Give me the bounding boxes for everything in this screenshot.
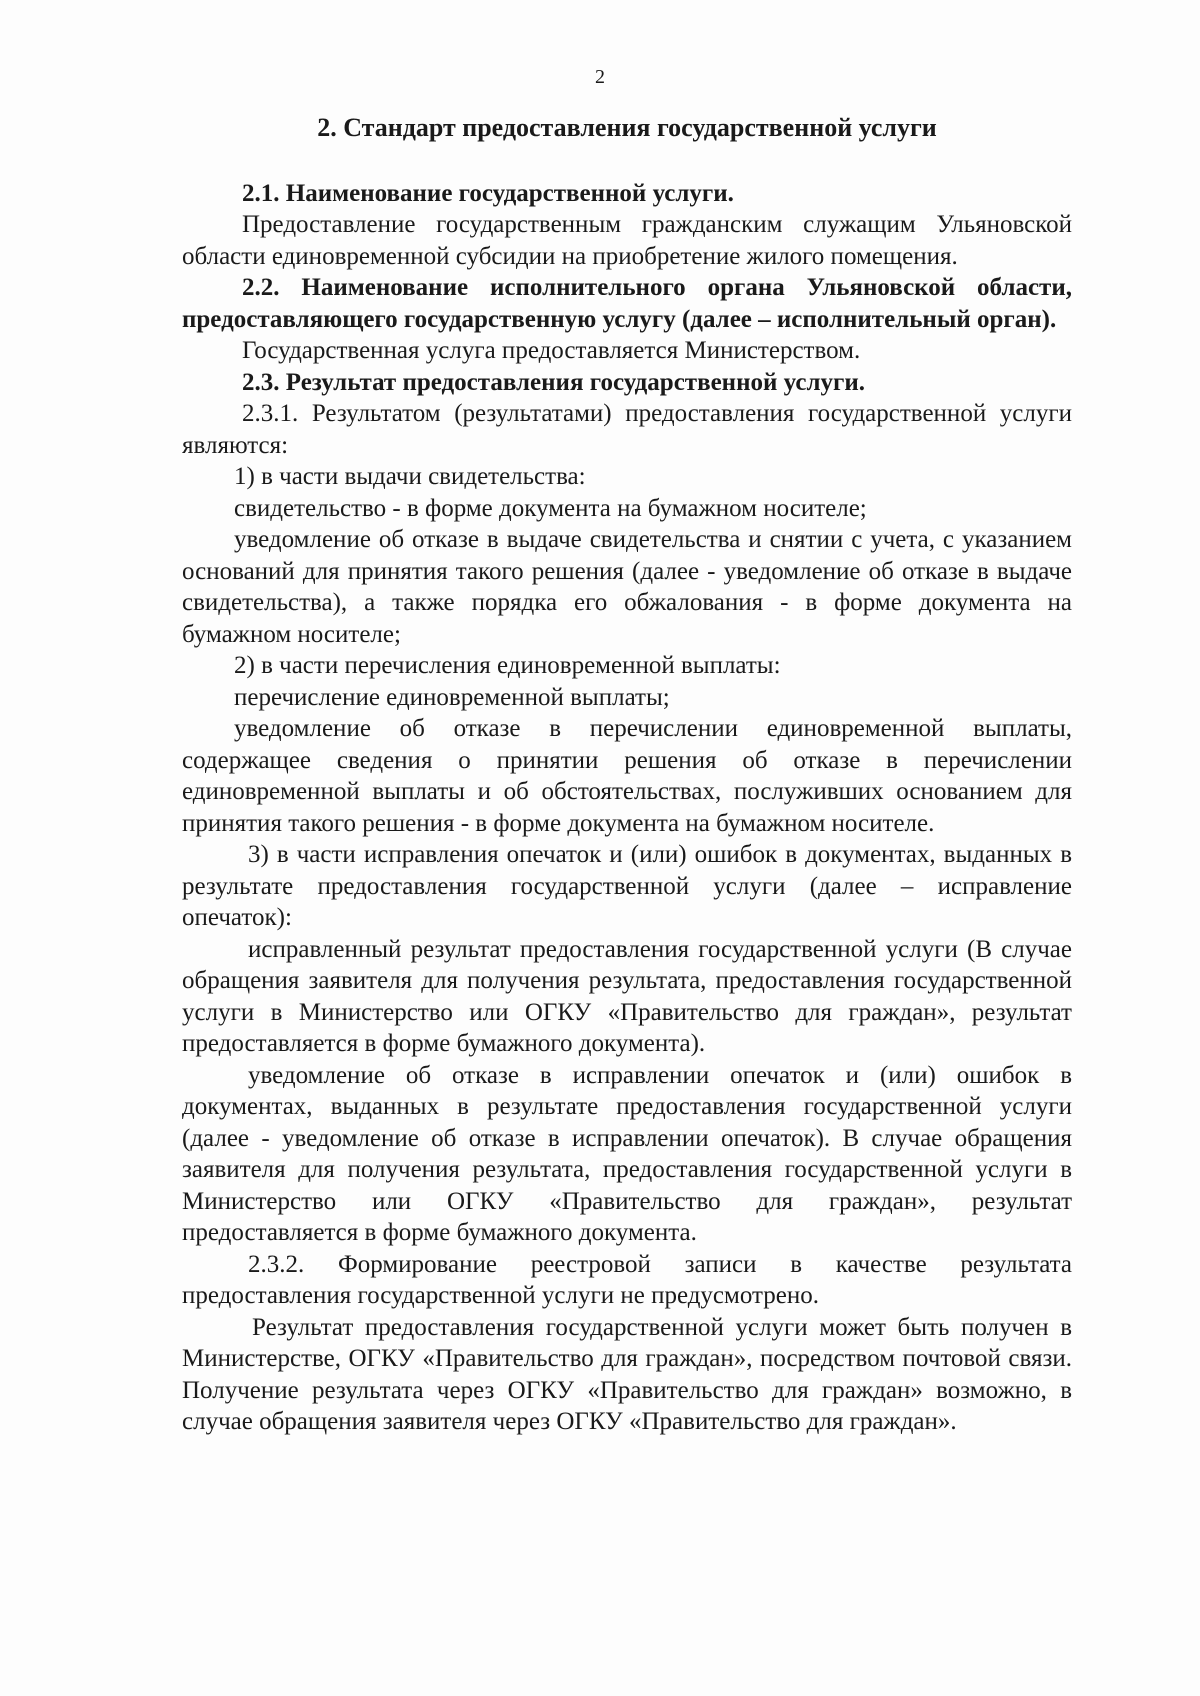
paragraph-certificate: свидетельство - в форме документа на бумажном носителе; — [234, 494, 867, 522]
paragraph-refusal-transfer: уведомление об отказе в перечислении единовременной выплаты, содержащее сведения о принятии решения об отказе в перечислении единовременной выплаты и об обстоятельствах, послуживших основанием для принятия такого решения - в форме документа на бумажном носителе. — [182, 715, 1072, 837]
paragraph-transfer: перечисление единовременной выплаты; — [234, 683, 670, 711]
paragraph-service-name: Предоставление государственным гражданским служащим Ульяновской области единовременной субсидии на приобретение жилого помещения. — [182, 211, 1072, 270]
paragraph-item-2: 2) в части перечисления единовременной выплаты: — [234, 652, 781, 679]
paragraph-refusal-certificate: уведомление об отказе в выдаче свидетельства и снятии с учета, с указанием оснований для принятия такого решения (далее - уведомление об отказе в выдаче свидетельства), а также порядка его обжалования - в форме документа на бумажном носителе; — [182, 526, 1072, 648]
document-body — [182, 112, 1072, 1438]
paragraph-result-delivery: Результат предоставления государственной услуги может быть получен в Министерстве, ОГКУ «Правительство для граждан», посредством почтовой связи. Получение результата через ОГКУ «Правительство для граждан» возможно, в случае обращения заявителя через ОГКУ «Правительство для граждан». — [182, 1313, 1072, 1435]
paragraph-refusal-correction: уведомление об отказе в исправлении опечаток и (или) ошибок в документах, выданных в результате предоставления государственной услуги (далее - уведомление об отказе в исправлении опечаток). В случае обращения заявителя для получения результата, предоставления государственной услуги в Министерство или ОГКУ «Правительство для граждан», результат предоставляется в форме бумажного документа. — [182, 1061, 1072, 1246]
page-number: 2 — [595, 66, 605, 88]
paragraph-provider: Государственная услуга предоставляется Министерством. — [242, 337, 861, 364]
paragraph-2-1-heading: 2.1. Наименование государственной услуги. — [242, 179, 734, 207]
paragraph-2-3-1: 2.3.1. Результатом (результатами) предоставления государственной услуги являются: — [182, 400, 1072, 459]
paragraph-item-1: 1) в части выдачи свидетельства: — [234, 463, 586, 490]
paragraph-2-2-heading: 2.2. Наименование исполнительного органа Ульяновской области, предоставляющего государственную услугу (далее – исполнительный орган). — [182, 274, 1072, 333]
paragraph-2-3-heading: 2.3. Результат предоставления государственной услуги. — [242, 368, 865, 396]
section-title: 2. Стандарт предоставления государственной услуги — [317, 113, 937, 142]
paragraph-item-3: 3) в части исправления опечаток и (или) ошибок в документах, выданных в результате предоставления государственной услуги (далее – исправление опечаток): — [182, 841, 1072, 931]
paragraph-corrected-result: исправленный результат предоставления государственной услуги (В случае обращения заявителя для получения результата, предоставления государственной услуги в Министерство или ОГКУ «Правительство для граждан», результат предоставляется в форме бумажного документа). — [182, 935, 1072, 1057]
paragraph-2-3-2: 2.3.2. Формирование реестровой записи в качестве результата предоставления государственной услуги не предусмотрено. — [182, 1250, 1072, 1309]
